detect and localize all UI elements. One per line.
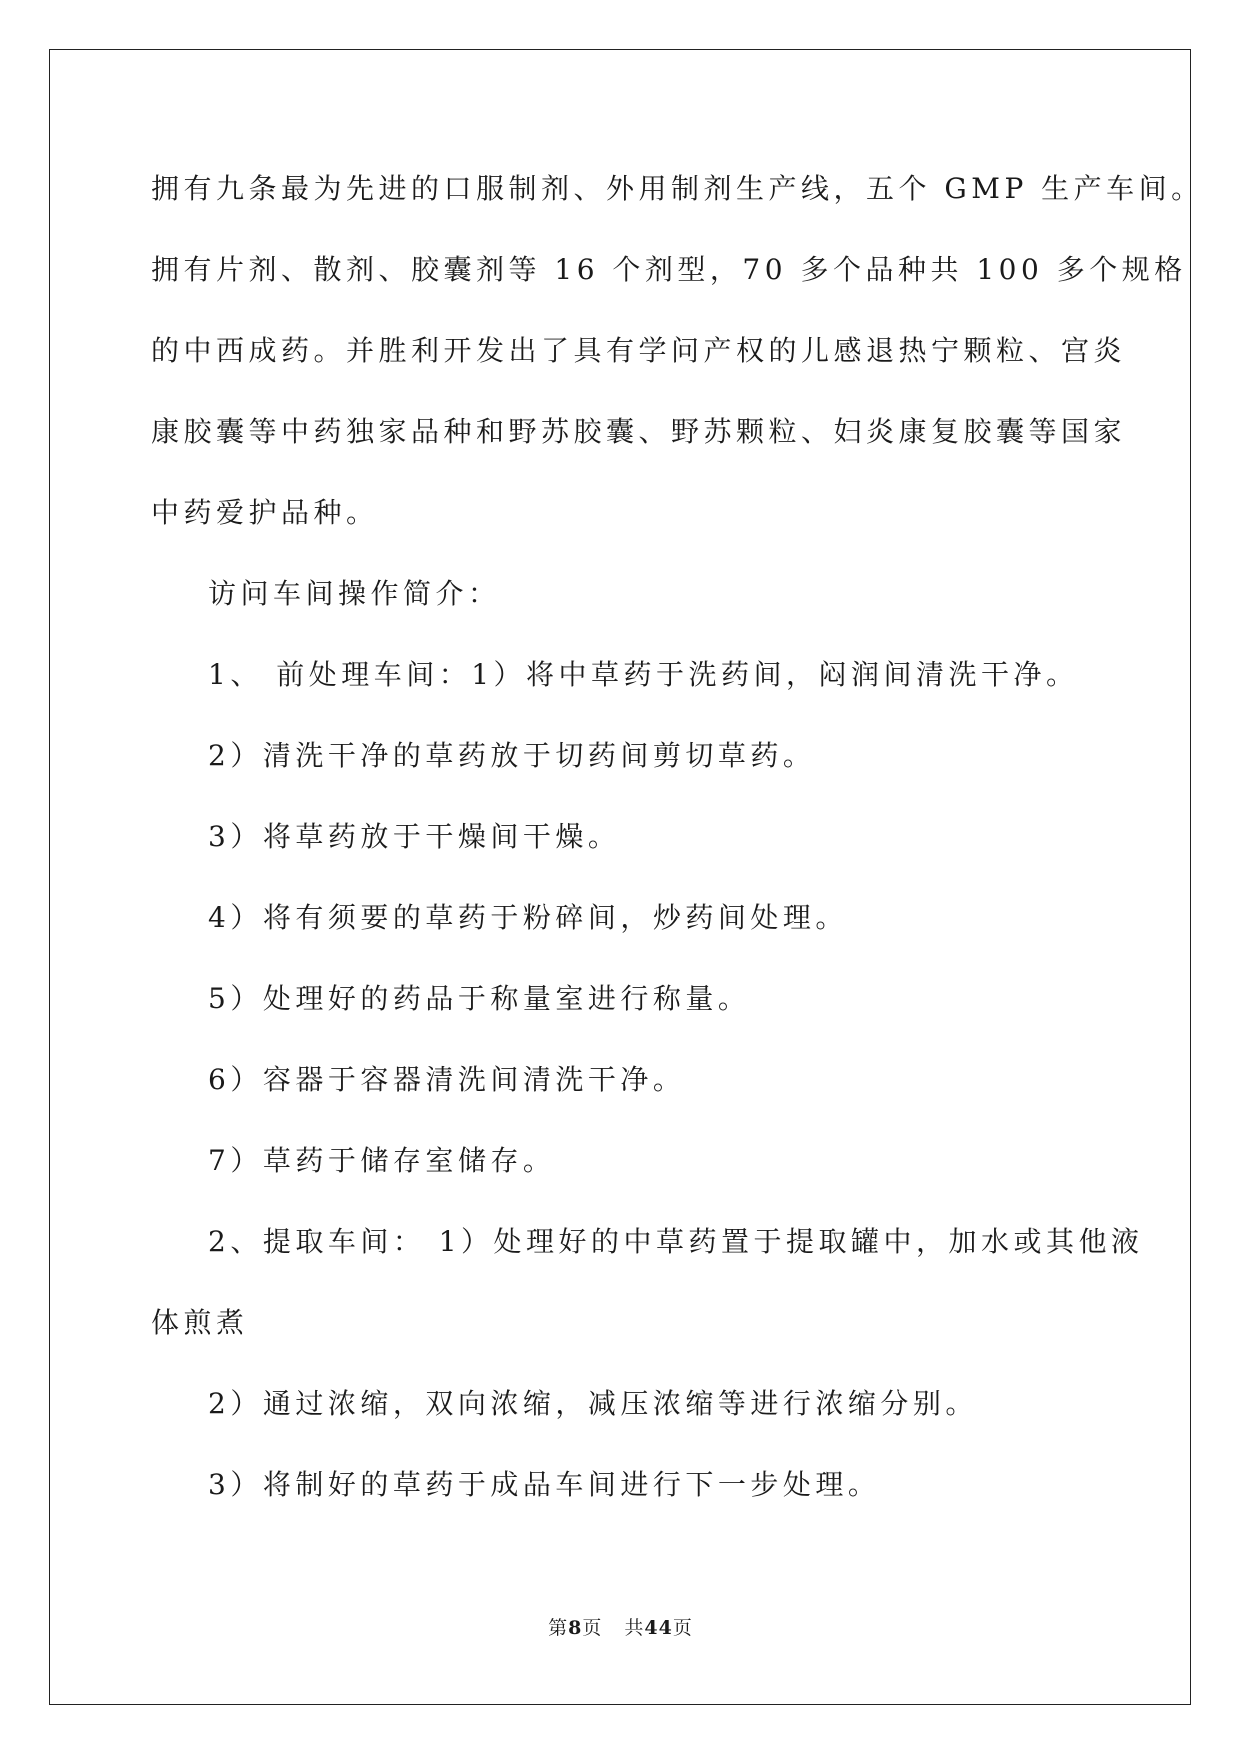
text-line-4: 康胶囊等中药独家品种和野苏胶囊、野苏颗粒、妇炎康复胶囊等国家	[151, 415, 1127, 448]
text-line-step-4: 4）将有须要的草药于粉碎间，炒药间处理。	[208, 901, 848, 934]
text-line-extraction-step-2: 2）通过浓缩，双向浓缩，减压浓缩等进行浓缩分别。	[208, 1387, 978, 1420]
text-line-5: 中药爱护品种。	[151, 496, 379, 529]
page-number: 8	[568, 1617, 583, 1639]
text-line-extraction-cont: 体煎煮	[151, 1306, 249, 1339]
page-footer	[0, 1613, 1241, 1640]
total-pages: 44	[644, 1617, 673, 1639]
document-body	[151, 148, 1204, 1525]
text-line-extraction: 2、提取车间： 1）处理好的中草药置于提取罐中，加水或其他液	[208, 1225, 1144, 1258]
text-line-1: 拥有九条最为先进的口服制剂、外用制剂生产线，五个 GMP 生产车间。	[151, 172, 1204, 205]
text-line-pretreatment: 1、 前处理车间：1）将中草药于洗药间，闷润间清洗干净。	[208, 658, 1079, 691]
text-line-step-7: 7）草药于储存室储存。	[208, 1144, 556, 1177]
total-suffix: 页	[672, 1617, 693, 1639]
section-heading-workshop-intro: 访问车间操作简介：	[208, 577, 501, 610]
text-line-extraction-step-3: 3）将制好的草药于成品车间进行下一步处理。	[208, 1468, 881, 1501]
text-line-2: 拥有片剂、散剂、胶囊剂等 16 个剂型，70 多个品种共 100 多个规格	[151, 253, 1187, 286]
text-line-step-5: 5）处理好的药品于称量室进行称量。	[208, 982, 751, 1015]
text-line-step-3: 3）将草药放于干燥间干燥。	[208, 820, 621, 853]
text-line-step-2: 2）清洗干净的草药放于切药间剪切草药。	[208, 739, 816, 772]
page-prefix: 第	[548, 1617, 569, 1639]
total-prefix: 共	[624, 1617, 645, 1639]
text-line-3: 的中西成药。并胜利开发出了具有学问产权的儿感退热宁颗粒、宫炎	[151, 334, 1127, 367]
text-line-step-6: 6）容器于容器清洗间清洗干净。	[208, 1063, 686, 1096]
page-suffix: 页	[582, 1617, 603, 1639]
